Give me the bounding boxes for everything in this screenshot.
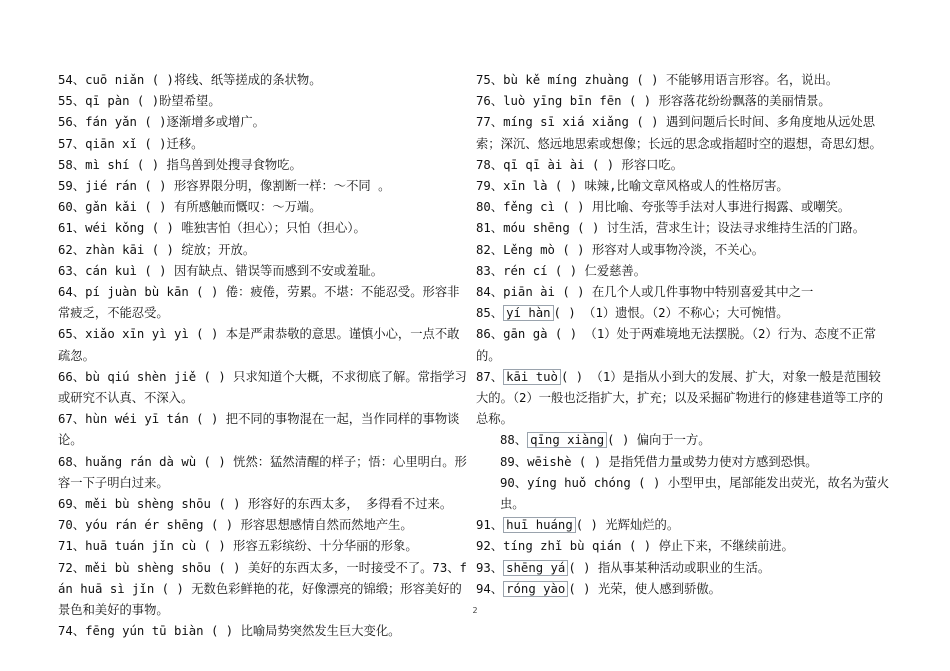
entry-94 [476, 579, 892, 600]
entry-88 [476, 430, 892, 451]
page-number: 2 [472, 606, 478, 615]
entry-text: 78、qī qī ài ài ( ) 形容口吃。 [476, 157, 684, 172]
entry-69: 69、měi bù shèng shōu ( ) 形容好的东西太多， 多得看不过来。 [58, 497, 453, 512]
entry-76 [476, 91, 892, 112]
entry-59: 59、jié rán ( ) 形容界限分明，像割断一样：～不同 。 [58, 179, 391, 194]
entry-80 [476, 197, 892, 218]
entry-78 [476, 155, 892, 176]
entry-85 [476, 303, 892, 324]
entry-text: 81、móu shēng ( ) 讨生活，营求生计；设法寻求维持生活的门路。 [476, 221, 865, 236]
entry-63: 63、cán kuì ( ) 因有缺点、错误等而感到不安或羞耻。 [58, 263, 383, 278]
entry-70: 70、yóu rán ér shēng ( ) 形容思想感情自然而然地产生。 [58, 518, 413, 533]
entry-text: 80、fěng cì ( ) 用比喻、夸张等手法对人事进行揭露、或嘲笑。 [476, 200, 851, 215]
entry-text: 92、tíng zhǐ bù qián ( ) 停止下来，不继续前进。 [476, 539, 794, 554]
entry-74: 74、fēng yún tū biàn ( ) 比喻局势突然发生巨大变化。 [58, 624, 401, 639]
entry-71: 71、huā tuán jǐn cù ( ) 形容五彩缤纷、十分华丽的形象。 [58, 539, 418, 554]
entry-91 [476, 515, 892, 536]
entry-text: 76、luò yīng bīn fēn ( ) 形容落花纷纷飘落的美丽情景。 [476, 94, 831, 109]
entry-56: 56、fán yǎn ( )逐渐增多或增广。 [58, 115, 265, 130]
entry-text: 89、wēishè ( ) 是指凭借力量或势力使对方感到恐惧。 [500, 454, 818, 469]
entry-66: 66、bù qiú shèn jiě ( ) 只求知道个大概，不求彻底了解。常指学习或研究不认真、不深入。 [58, 369, 467, 406]
pinyin-highlight-box: yí hàn [503, 305, 553, 321]
entry-72-73: 72、měi bù shèng shōu ( ) 美好的东西太多，一时接受不了。73、fán huā sì jǐn ( ) 无数色彩鲜艳的花，好像漂亮的锦缎；形容美好的景色和美好的事物。 [58, 560, 467, 618]
entry-definition: ( ) 光荣，使人感到骄傲。 [568, 581, 721, 596]
entry-text: 83、rén cí ( ) 仁爱慈善。 [476, 263, 647, 278]
entry-67: 67、hùn wéi yī tán ( ) 把不同的事物混在一起，当作同样的事物谈论。 [58, 412, 460, 448]
pinyin-highlight-box: kāi tuò [503, 369, 561, 385]
entry-65: 65、xiǎo xīn yì yì ( ) 本是严肃恭敬的意思。谨慎小心，一点不敢疏忽。 [58, 327, 460, 363]
entry-92 [476, 536, 892, 557]
entry-87 [476, 367, 892, 431]
entry-89 [476, 452, 892, 473]
entry-text: 84、piān ài ( ) 在几个人或几件事物中特别喜爱其中之一 [476, 285, 814, 300]
entry-83 [476, 261, 892, 282]
entry-57: 57、qiān xǐ ( )迁移。 [58, 136, 204, 151]
entry-54: 54、cuō niǎn ( )将线、纸等搓成的条状物。 [58, 73, 322, 87]
entry-75 [476, 70, 892, 91]
pinyin-highlight-box: shēng yá [503, 560, 568, 576]
entry-text: 91、 [476, 518, 504, 533]
entry-68: 68、huǎng rán dà wù ( ) 恍然：猛然清醒的样子；悟：心里明白。形容一下子明白过来。 [58, 454, 467, 490]
entry-64: 64、pí juàn bù kān ( ) 倦：疲倦，劳累。不堪：不能忍受。形容非常疲乏，不能忍受。 [58, 285, 460, 321]
entry-definition: ( ) （1）遗恨。（2）不称心；大可惋惜。 [553, 306, 789, 321]
pinyin-highlight-box: huī huáng [503, 517, 576, 533]
entry-86 [476, 324, 892, 366]
entry-text: 94、 [476, 581, 504, 596]
entry-93 [476, 558, 892, 579]
entry-58: 58、mì shí ( ) 指鸟兽到处搜寻食物吃。 [58, 157, 302, 172]
pinyin-highlight-box: qīng xiàng [527, 432, 607, 448]
entry-text: 82、Lěng mò ( ) 形容对人或事物冷淡，不关心。 [476, 242, 765, 257]
entry-84 [476, 282, 892, 303]
left-column [58, 70, 470, 642]
entry-77 [476, 112, 892, 154]
entry-text: 88、 [500, 433, 528, 448]
entry-62: 62、zhàn kāi ( ) 绽放；开放。 [58, 242, 256, 257]
entry-text: 87、 [476, 369, 504, 384]
entry-61: 61、wéi kǒng ( ) 唯独害怕（担心）；只怕（担心）。 [58, 221, 366, 236]
entry-79 [476, 176, 892, 197]
entry-text: 77、míng sī xiá xiǎng ( ) 遇到问题后长时间、多角度地从远处思索；深沉、悠远地思索或想像；长远的思念或指超时空的遐想，奇思幻想。 [476, 115, 882, 151]
entry-55: 55、qī pàn ( )盼望希望。 [58, 94, 221, 109]
pinyin-highlight-box: róng yào [503, 581, 568, 597]
entry-text: 93、 [476, 560, 504, 575]
entry-definition: ( ) 指从事某种活动或职业的生活。 [568, 560, 771, 575]
entry-definition: ( ) 光辉灿烂的。 [575, 518, 680, 533]
entry-text: 86、gān gà ( ) （1）处于两难境地无法摆脱。（2）行为、态度不正常的。 [476, 327, 877, 363]
entry-definition: ( ) （1）是指从小到大的发展、扩大，对象一般是范围较大的。（2）一般也泛指扩大，扩充；以及采掘矿物进行的修建巷道等工序的总称。 [476, 369, 884, 427]
entry-81 [476, 218, 892, 239]
entry-text: 85、 [476, 306, 504, 321]
right-column [476, 70, 892, 600]
entry-text: 75、bù kě míng zhuàng ( ) 不能够用语言形容。名，说出。 [476, 73, 839, 87]
entry-90 [476, 473, 892, 515]
entry-text: 90、yíng huǒ chóng ( ) 小型甲虫，尾部能发出荧光，故名为萤火虫。 [500, 475, 890, 512]
entry-definition: ( ) 偏向于一方。 [607, 433, 711, 448]
entry-60: 60、gǎn kǎi ( ) 有所感触而慨叹：～万端。 [58, 200, 322, 215]
entry-text: 79、xīn là ( ) 味辣,比喻文章风格或人的性格厉害。 [476, 179, 789, 194]
entry-82 [476, 240, 892, 261]
